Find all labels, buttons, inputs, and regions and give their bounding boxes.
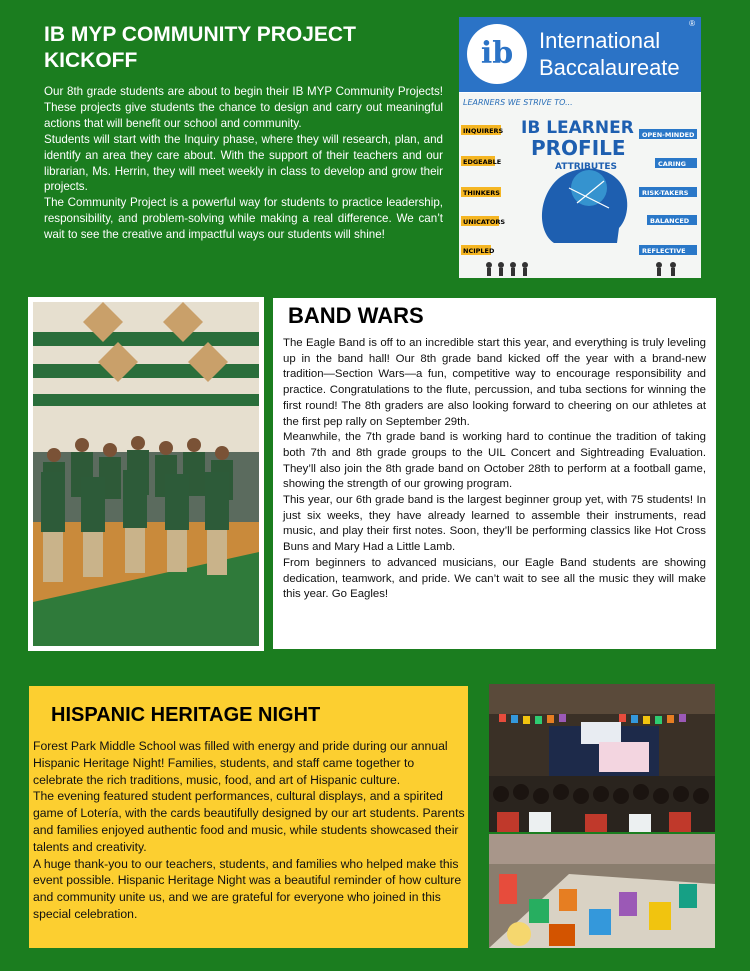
band-wars-body [283, 336, 706, 603]
ib-logo-icon: ib [467, 24, 527, 84]
attribute-right-2: CARING [658, 160, 686, 168]
ib-paragraph: The Community Project is a powerful way for students to practice leadership, responsibility, and problem-solving while making a real difference. We can’t wait to see the creative and impactful ways our students will shine! [44, 196, 443, 242]
poster-heading1: IB LEARNER [521, 118, 634, 138]
attribute-right-5: REFLECTIVE [642, 247, 686, 255]
ib-logo-text [539, 27, 680, 81]
ib-logo-banner [459, 17, 701, 92]
heritage-night-photos [489, 684, 715, 948]
band-gym-photo [33, 302, 259, 646]
band-paragraph: The Eagle Band is off to an incredible start this year, and everything is truly leveling up in the band hall! Our 8th grade band kicked off the year with a brand-new tradition—Section Wars—a fun, competitive way to encourage responsibility and practice. Congratulations to the flute, percussion, and tuba sections for winning the first round! The 8th graders are also looking forward to cheering on our athletes at the first pep rally on September 29th. [283, 337, 706, 428]
band-paragraph: Meanwhile, the 7th grade band is working hard to continue the tradition of taking both 7th and 8th grade groups to the UIL Concert and Sightreading Evaluation. They’ll also join the 8th grade band on October 28th to perform at a football game, showing the strength of our growing program. [283, 431, 706, 491]
ib-section-title: IB MYP COMMUNITY PROJECT KICKOFF [44, 23, 356, 72]
band-paragraph: This year, our 6th grade band is the largest beginner group yet, with 75 students! In just six weeks, they have already learned to assemble their instruments, read music, and play their first notes. Soon, they’ll be performing classics like Hot Cross Buns and Mary Had a Little Lamb. [283, 494, 706, 554]
attribute-right-4: BALANCED [650, 217, 690, 225]
poster-heading3: ATTRIBUTES [555, 162, 617, 172]
attribute-right-3: RISK-TAKERS [642, 189, 689, 197]
hispanic-heritage-body [33, 738, 465, 923]
hispanic-heritage-card [29, 686, 468, 948]
heritage-paragraph: A huge thank-you to our teachers, students, and families who helped make this event possible. Hispanic Heritage Night was a beautiful reminder of how culture and community unite us, and we are grateful for everyone who joined in this special celebration. [33, 856, 462, 921]
attribute-left-5: NCIPLED [463, 247, 495, 255]
ib-paragraph: Students will start with the Inquiry phase, where they will research, plan, and identify an area they care about. With the support of their teachers and our librarian, Ms. Herrin, they will meet weekly in class to develop and grow their projects. [44, 132, 443, 194]
band-wars-title: BAND WARS [288, 303, 424, 328]
heritage-paragraph: Forest Park Middle School was filled with energy and pride during our annual Hispanic Heritage Night! Families, students, and staff came together to celebrate the rich traditions, music, food, and art of Hispanic culture. [33, 739, 448, 787]
ib-learner-profile-image [459, 17, 701, 278]
registered-mark: ® [689, 19, 695, 28]
band-paragraph: From beginners to advanced musicians, our Eagle Band students are showing dedication, teamwork, and pride. We can’t wait to see all the music they will make this year. Go Eagles! [283, 556, 706, 601]
band-photo [28, 297, 264, 651]
band-wars-card [273, 298, 716, 649]
poster-heading2: PROFILE [531, 136, 626, 160]
attribute-left-4: UNICATORS [463, 218, 506, 226]
ib-section-body [44, 84, 443, 243]
poster-banner: LEARNERS WE STRIVE TO... [463, 98, 573, 107]
heritage-paragraph: The evening featured student performances, cultural displays, and a spirited game of Lotería, with the cards beautifully designed by our art students. Parents and families enjoyed authentic food and music, while students showcased their talents and creativity. [33, 789, 465, 854]
learner-profile-poster [459, 93, 701, 278]
attribute-left-1: INQUIRERS [463, 127, 504, 135]
ib-logo-line1: International [539, 28, 661, 53]
attribute-left-3: THINKERS [463, 189, 500, 197]
ib-logo-line2: Baccalaureate [539, 55, 680, 80]
ib-paragraph: Our 8th grade students are about to begin their IB MYP Community Projects! These projects give students the chance to design and carry out meaningful actions that will benefit our school and community. [44, 85, 443, 130]
attribute-left-2: EDGEABLE [463, 158, 502, 166]
attribute-right-1: OPEN-MINDED [642, 131, 695, 139]
heritage-collage [489, 684, 715, 948]
hispanic-heritage-title: HISPANIC HERITAGE NIGHT [51, 704, 321, 726]
